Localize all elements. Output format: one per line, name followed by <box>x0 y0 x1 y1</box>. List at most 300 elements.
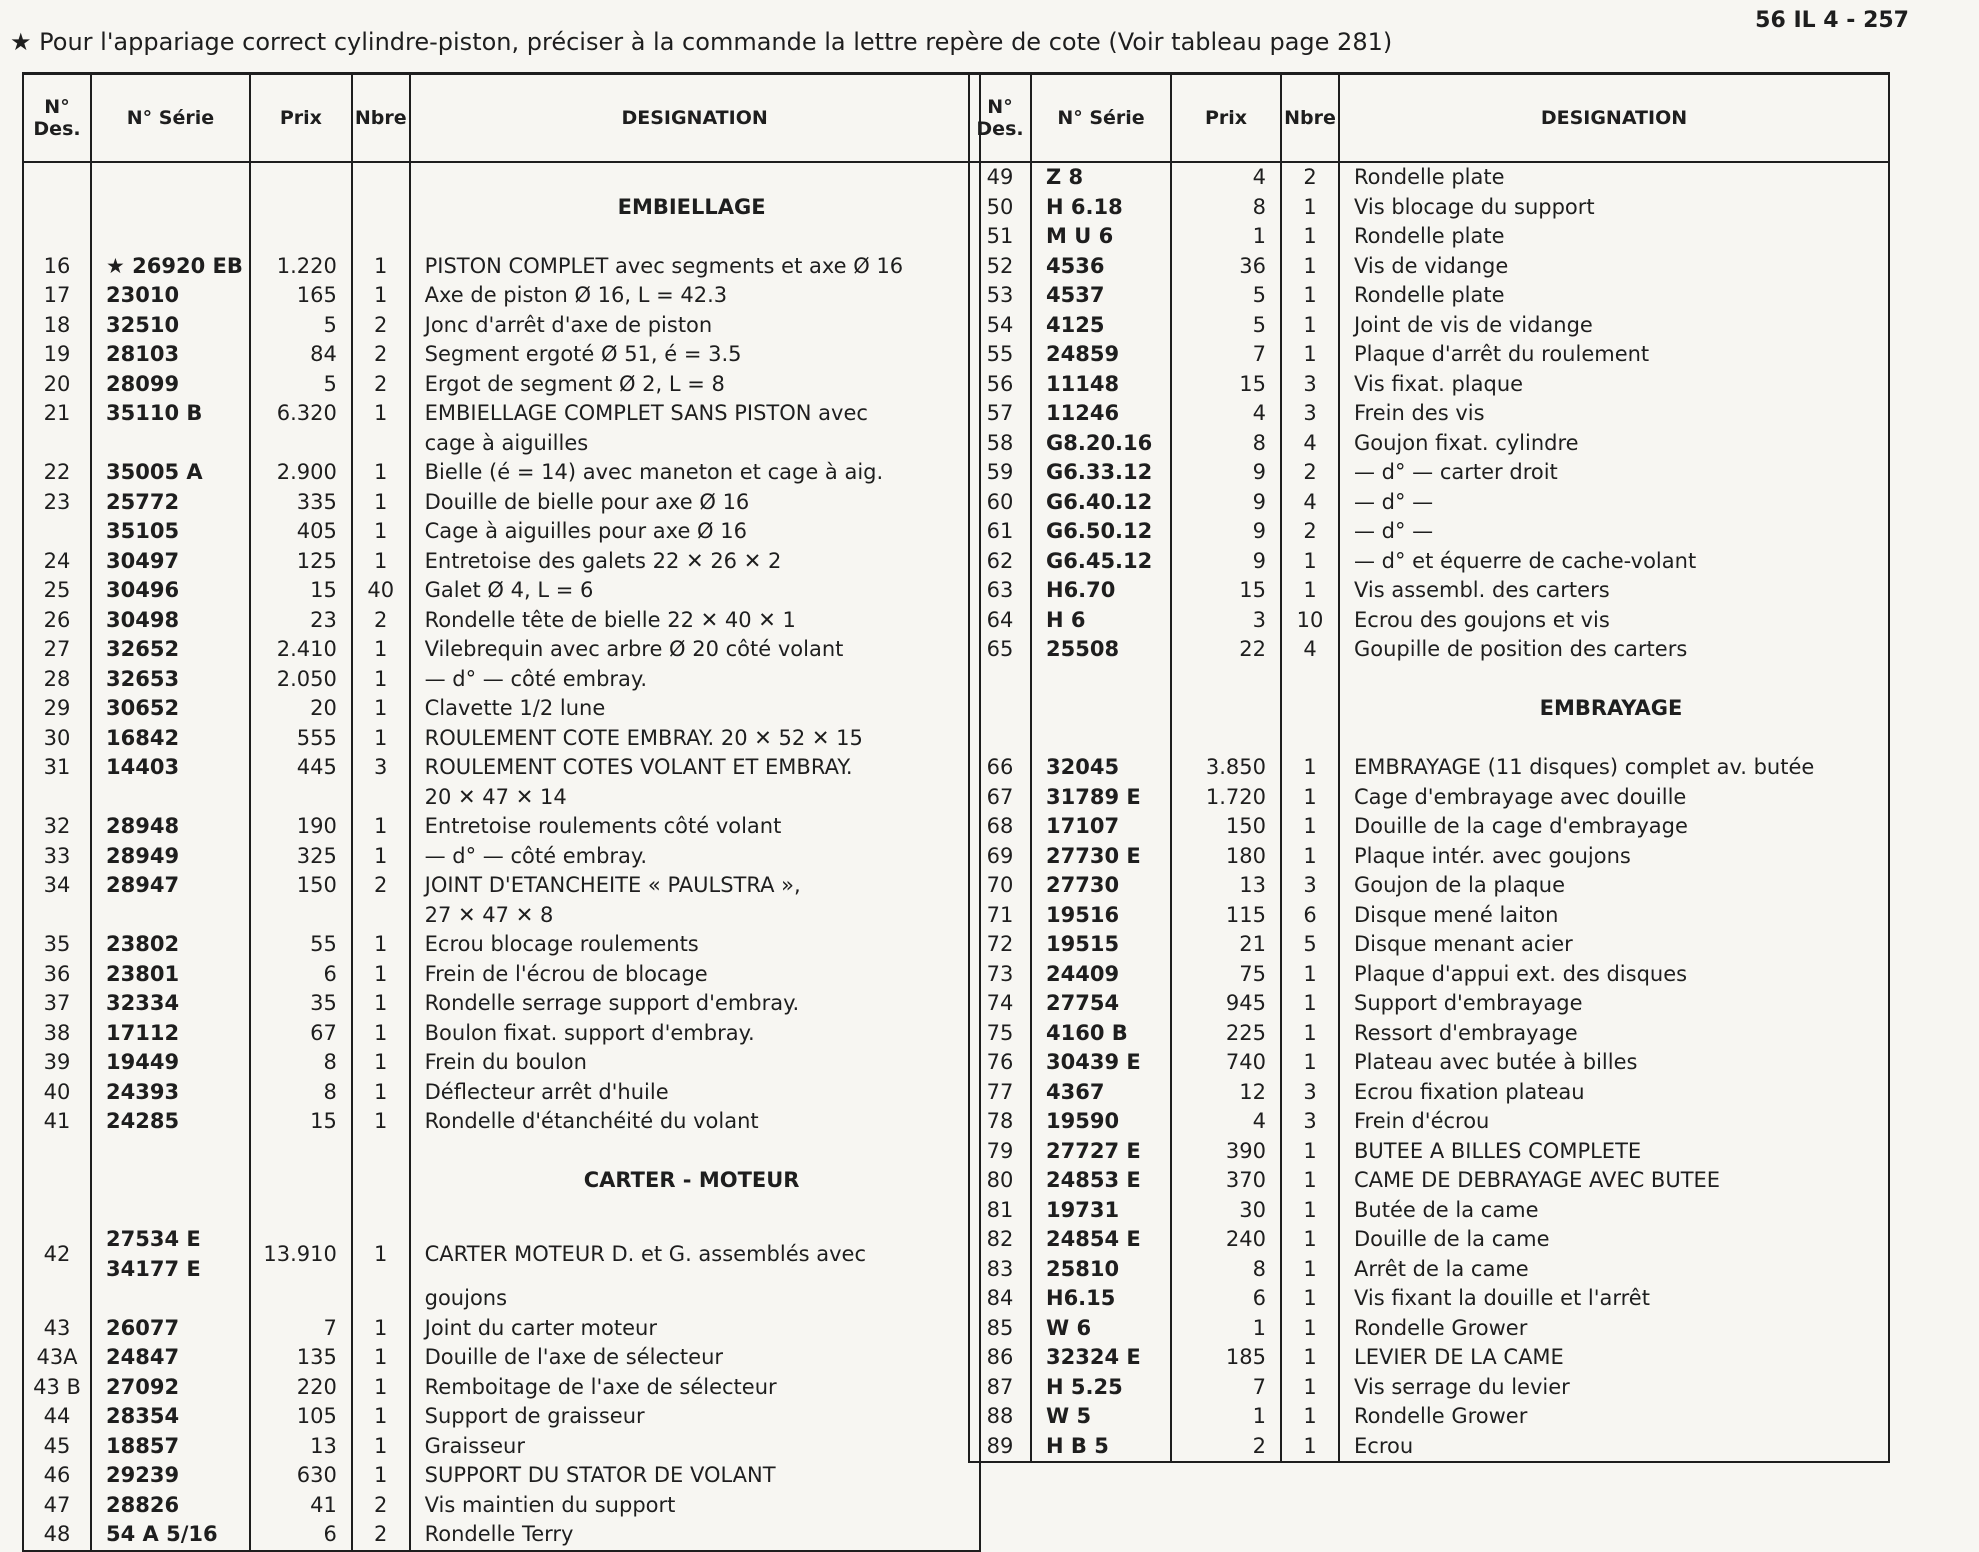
table-row <box>23 635 980 665</box>
table-row <box>23 1402 980 1432</box>
table-row <box>969 1432 1889 1463</box>
cell-designation: PISTON COMPLET avec segments et axe Ø 16 <box>410 252 980 282</box>
table-row <box>969 606 1889 636</box>
cell-prix <box>250 1196 352 1226</box>
cell-nbre: 1 <box>352 281 410 311</box>
cell-num: 73 <box>969 960 1031 990</box>
cell-prix: 180 <box>1171 842 1281 872</box>
cell-nbre: 40 <box>352 576 410 606</box>
table-row <box>969 930 1889 960</box>
table-row <box>23 399 980 429</box>
cell-prix: 36 <box>1171 252 1281 282</box>
cell-designation: Rondelle Grower <box>1339 1314 1889 1344</box>
empty-cell <box>1171 694 1281 724</box>
cell-prix: 740 <box>1171 1048 1281 1078</box>
empty-cell <box>969 694 1031 724</box>
spacer-row <box>969 724 1889 754</box>
page-reference: 56 IL 4 - 257 <box>1755 8 1909 33</box>
cell-serie: 23010 <box>91 281 250 311</box>
cell-num <box>23 1284 91 1314</box>
ordering-note: ★ Pour l'appariage correct cylindre-piston, préciser à la commande la lettre repère de cote (Voir tableau page 281) <box>10 28 1393 56</box>
cell-nbre: 1 <box>1281 1314 1339 1344</box>
cell-nbre: 1 <box>352 1461 410 1491</box>
cell-designation: Douille de l'axe de sélecteur <box>410 1343 980 1373</box>
cell-designation: Ecrou <box>1339 1432 1889 1463</box>
cell-num: 51 <box>969 222 1031 252</box>
cell-designation: Rondelle d'étanchéité du volant <box>410 1107 980 1137</box>
cell-prix: 190 <box>250 812 352 842</box>
cell-num: 44 <box>23 1402 91 1432</box>
cell-serie: 28103 <box>91 340 250 370</box>
cell-nbre: 1 <box>352 1048 410 1078</box>
cell-num: 69 <box>969 842 1031 872</box>
col-nbre-header: Nbre <box>352 74 410 163</box>
table-row <box>23 1373 980 1403</box>
table-row <box>969 1107 1889 1137</box>
cell-designation: — d° — <box>1339 488 1889 518</box>
table-row <box>23 724 980 754</box>
table-row <box>969 222 1889 252</box>
cell-prix: 3.850 <box>1171 753 1281 783</box>
table-row <box>969 1343 1889 1373</box>
cell-designation: Entretoise des galets 22 ✕ 26 ✕ 2 <box>410 547 980 577</box>
cell-prix: 1 <box>1171 1314 1281 1344</box>
table-row <box>969 429 1889 459</box>
cell-num: 87 <box>969 1373 1031 1403</box>
cell-serie: 24854 E <box>1031 1225 1171 1255</box>
cell-nbre: 5 <box>1281 930 1339 960</box>
cell-prix: 67 <box>250 1019 352 1049</box>
cell-serie <box>1031 665 1171 695</box>
cell-num <box>23 517 91 547</box>
cell-serie <box>1031 724 1171 754</box>
cell-serie: 4536 <box>1031 252 1171 282</box>
cell-serie: 24285 <box>91 1107 250 1137</box>
cell-prix: 23 <box>250 606 352 636</box>
table-row <box>23 488 980 518</box>
cell-designation: CAME DE DEBRAYAGE AVEC BUTEE <box>1339 1166 1889 1196</box>
table-row <box>23 429 980 459</box>
cell-serie: 19515 <box>1031 930 1171 960</box>
cell-designation: Rondelle plate <box>1339 162 1889 193</box>
cell-nbre: 2 <box>1281 162 1339 193</box>
cell-prix: 35 <box>250 989 352 1019</box>
table-row <box>969 1196 1889 1226</box>
cell-nbre: 1 <box>1281 576 1339 606</box>
table-row <box>23 753 980 783</box>
cell-nbre: 1 <box>1281 1343 1339 1373</box>
cell-designation: Bielle (é = 14) avec maneton et cage à aig. <box>410 458 980 488</box>
cell-num: 86 <box>969 1343 1031 1373</box>
cell-nbre: 1 <box>352 517 410 547</box>
cell-prix <box>1171 665 1281 695</box>
col-num-header: N° Des. <box>23 74 91 163</box>
cell-nbre: 1 <box>1281 1196 1339 1226</box>
cell-serie <box>91 429 250 459</box>
cell-serie: 31789 E <box>1031 783 1171 813</box>
cell-num: 85 <box>969 1314 1031 1344</box>
cell-prix: 9 <box>1171 458 1281 488</box>
cell-serie: 27727 E <box>1031 1137 1171 1167</box>
cell-designation: goujons <box>410 1284 980 1314</box>
cell-num <box>23 783 91 813</box>
cell-nbre: 1 <box>1281 1048 1339 1078</box>
cell-prix: 240 <box>1171 1225 1281 1255</box>
cell-prix: 6 <box>250 1520 352 1551</box>
spacer-row <box>969 665 1889 695</box>
table-row <box>23 458 980 488</box>
cell-serie: 30498 <box>91 606 250 636</box>
cell-designation: Plaque d'appui ext. des disques <box>1339 960 1889 990</box>
cell-designation: Douille de la cage d'embrayage <box>1339 812 1889 842</box>
cell-designation: JOINT D'ETANCHEITE « PAULSTRA », <box>410 871 980 901</box>
table-row <box>23 576 980 606</box>
table-row <box>969 901 1889 931</box>
col-prix-header: Prix <box>1171 74 1281 163</box>
cell-prix: 945 <box>1171 989 1281 1019</box>
cell-serie: 28099 <box>91 370 250 400</box>
cell-designation: Arrêt de la came <box>1339 1255 1889 1285</box>
empty-cell <box>250 193 352 223</box>
cell-num: 84 <box>969 1284 1031 1314</box>
cell-serie: 4125 <box>1031 311 1171 341</box>
table-row <box>23 1078 980 1108</box>
cell-num: 50 <box>969 193 1031 223</box>
cell-nbre: 3 <box>1281 871 1339 901</box>
table-row <box>969 842 1889 872</box>
cell-num: 45 <box>23 1432 91 1462</box>
spacer-row <box>23 162 980 193</box>
cell-prix <box>250 783 352 813</box>
cell-nbre: 1 <box>1281 1432 1339 1463</box>
cell-num: 29 <box>23 694 91 724</box>
cell-nbre: 1 <box>352 547 410 577</box>
cell-serie: 29239 <box>91 1461 250 1491</box>
cell-nbre: 1 <box>1281 1402 1339 1432</box>
table-row <box>969 1137 1889 1167</box>
cell-num: 75 <box>969 1019 1031 1049</box>
cell-designation: Vis assembl. des carters <box>1339 576 1889 606</box>
cell-designation: EMBRAYAGE (11 disques) complet av. butée <box>1339 753 1889 783</box>
cell-serie: 27730 E <box>1031 842 1171 872</box>
cell-prix: 325 <box>250 842 352 872</box>
cell-designation: BUTEE A BILLES COMPLETE <box>1339 1137 1889 1167</box>
cell-nbre: 6 <box>1281 901 1339 931</box>
cell-serie: H6.15 <box>1031 1284 1171 1314</box>
cell-serie: 32510 <box>91 311 250 341</box>
cell-nbre: 1 <box>1281 547 1339 577</box>
cell-num: 39 <box>23 1048 91 1078</box>
cell-num: 30 <box>23 724 91 754</box>
cell-num: 52 <box>969 252 1031 282</box>
cell-nbre <box>352 162 410 193</box>
table-row <box>23 1461 980 1491</box>
cell-num: 57 <box>969 399 1031 429</box>
table-row <box>23 989 980 1019</box>
cell-num: 71 <box>969 901 1031 931</box>
cell-prix: 8 <box>1171 1255 1281 1285</box>
table-row <box>23 252 980 282</box>
cell-serie: G6.33.12 <box>1031 458 1171 488</box>
cell-designation: Vilebrequin avec arbre Ø 20 côté volant <box>410 635 980 665</box>
cell-serie: 17107 <box>1031 812 1171 842</box>
cell-num: 65 <box>969 635 1031 665</box>
cell-serie: 11148 <box>1031 370 1171 400</box>
cell-nbre: 1 <box>1281 842 1339 872</box>
cell-nbre: 2 <box>352 370 410 400</box>
cell-nbre: 2 <box>352 1491 410 1521</box>
cell-prix: 555 <box>250 724 352 754</box>
table-row <box>23 517 980 547</box>
cell-prix: 6 <box>1171 1284 1281 1314</box>
cell-designation: Déflecteur arrêt d'huile <box>410 1078 980 1108</box>
parts-list-left <box>23 162 980 1551</box>
cell-serie: 35005 A <box>91 458 250 488</box>
cell-serie: 23801 <box>91 960 250 990</box>
cell-serie: 32652 <box>91 635 250 665</box>
cell-serie: H B 5 <box>1031 1432 1171 1463</box>
section-heading-row <box>969 694 1889 724</box>
cell-serie: 28354 <box>91 1402 250 1432</box>
cell-nbre: 2 <box>352 871 410 901</box>
cell-designation <box>410 1137 980 1167</box>
cell-nbre: 1 <box>352 930 410 960</box>
cell-num: 76 <box>969 1048 1031 1078</box>
cell-num: 88 <box>969 1402 1031 1432</box>
cell-nbre <box>352 783 410 813</box>
cell-designation: Axe de piston Ø 16, L = 42.3 <box>410 281 980 311</box>
cell-nbre: 1 <box>1281 1137 1339 1167</box>
cell-num: 53 <box>969 281 1031 311</box>
cell-num: 34 <box>23 871 91 901</box>
cell-num: 74 <box>969 989 1031 1019</box>
cell-serie <box>91 1137 250 1167</box>
col-serie-header: N° Série <box>91 74 250 163</box>
cell-designation: Vis blocage du support <box>1339 193 1889 223</box>
cell-designation: Boulon fixat. support d'embray. <box>410 1019 980 1049</box>
cell-nbre: 1 <box>352 1107 410 1137</box>
cell-designation: Cage d'embrayage avec douille <box>1339 783 1889 813</box>
cell-designation <box>1339 724 1889 754</box>
cell-serie: 4537 <box>1031 281 1171 311</box>
cell-nbre: 1 <box>1281 252 1339 282</box>
cell-designation: Douille de bielle pour axe Ø 16 <box>410 488 980 518</box>
section-title: EMBRAYAGE <box>1339 694 1889 724</box>
cell-prix: 15 <box>250 576 352 606</box>
cell-nbre: 4 <box>1281 429 1339 459</box>
cell-serie <box>91 162 250 193</box>
cell-prix: 4 <box>1171 1107 1281 1137</box>
cell-prix: 165 <box>250 281 352 311</box>
cell-designation: Clavette 1/2 lune <box>410 694 980 724</box>
cell-prix: 390 <box>1171 1137 1281 1167</box>
cell-prix: 5 <box>250 370 352 400</box>
cell-nbre <box>352 429 410 459</box>
cell-nbre: 2 <box>1281 517 1339 547</box>
table-row <box>969 193 1889 223</box>
cell-prix: 1.220 <box>250 252 352 282</box>
cell-prix: 15 <box>1171 370 1281 400</box>
cell-num <box>969 665 1031 695</box>
cell-designation: cage à aiguilles <box>410 429 980 459</box>
cell-serie: 24859 <box>1031 340 1171 370</box>
cell-serie: 19449 <box>91 1048 250 1078</box>
empty-cell <box>352 193 410 223</box>
cell-prix: 30 <box>1171 1196 1281 1226</box>
cell-designation: Vis maintien du support <box>410 1491 980 1521</box>
cell-num <box>23 429 91 459</box>
cell-num: 83 <box>969 1255 1031 1285</box>
cell-nbre: 1 <box>1281 753 1339 783</box>
cell-serie: G6.45.12 <box>1031 547 1171 577</box>
cell-designation: Frein du boulon <box>410 1048 980 1078</box>
cell-prix: 5 <box>250 311 352 341</box>
cell-prix: 75 <box>1171 960 1281 990</box>
cell-designation: Plaque intér. avec goujons <box>1339 842 1889 872</box>
cell-nbre: 1 <box>352 458 410 488</box>
cell-num <box>23 1137 91 1167</box>
cell-serie: 32334 <box>91 989 250 1019</box>
table-row <box>23 1107 980 1137</box>
table-row <box>969 989 1889 1019</box>
cell-designation: Rondelle plate <box>1339 281 1889 311</box>
cell-prix: 150 <box>250 871 352 901</box>
cell-serie: 24853 E <box>1031 1166 1171 1196</box>
cell-designation: LEVIER DE LA CAME <box>1339 1343 1889 1373</box>
cell-nbre: 1 <box>1281 812 1339 842</box>
table-row <box>23 606 980 636</box>
cell-serie: 32045 <box>1031 753 1171 783</box>
cell-designation: Galet Ø 4, L = 6 <box>410 576 980 606</box>
cell-num: 21 <box>23 399 91 429</box>
cell-nbre: 1 <box>1281 193 1339 223</box>
cell-prix: 115 <box>1171 901 1281 931</box>
cell-serie: 26077 <box>91 1314 250 1344</box>
table-row <box>969 1255 1889 1285</box>
table-row <box>969 1373 1889 1403</box>
cell-num: 38 <box>23 1019 91 1049</box>
cell-designation <box>410 162 980 193</box>
cell-nbre: 1 <box>352 252 410 282</box>
cell-serie-line: 34177 E <box>106 1256 201 1281</box>
cell-designation: Ressort d'embrayage <box>1339 1019 1889 1049</box>
cell-serie: 27730 <box>1031 871 1171 901</box>
cell-num <box>969 724 1031 754</box>
cell-nbre: 2 <box>352 311 410 341</box>
parts-table-right <box>968 72 1890 1463</box>
cell-nbre: 3 <box>352 753 410 783</box>
cell-num: 78 <box>969 1107 1031 1137</box>
cell-prix: 13.910 <box>250 1225 352 1284</box>
cell-designation: CARTER MOTEUR D. et G. assemblés avec <box>410 1225 980 1284</box>
cell-serie: H6.70 <box>1031 576 1171 606</box>
cell-serie: 4160 B <box>1031 1019 1171 1049</box>
cell-prix: 150 <box>1171 812 1281 842</box>
table-row <box>23 1284 980 1314</box>
cell-num: 56 <box>969 370 1031 400</box>
cell-nbre: 1 <box>352 1225 410 1284</box>
cell-num: 31 <box>23 753 91 783</box>
cell-num: 37 <box>23 989 91 1019</box>
cell-serie: M U 6 <box>1031 222 1171 252</box>
cell-prix: 8 <box>250 1078 352 1108</box>
cell-serie <box>91 222 250 252</box>
cell-num: 58 <box>969 429 1031 459</box>
cell-num: 89 <box>969 1432 1031 1463</box>
table-header <box>969 74 1889 163</box>
cell-designation: — d° — <box>1339 517 1889 547</box>
cell-designation: Rondelle serrage support d'embray. <box>410 989 980 1019</box>
cell-num: 60 <box>969 488 1031 518</box>
cell-nbre: 1 <box>1281 311 1339 341</box>
cell-prix: 13 <box>250 1432 352 1462</box>
cell-nbre: 3 <box>1281 1078 1339 1108</box>
cell-num: 81 <box>969 1196 1031 1226</box>
cell-serie: 27092 <box>91 1373 250 1403</box>
cell-designation: 27 ✕ 47 ✕ 8 <box>410 901 980 931</box>
cell-serie: 16842 <box>91 724 250 754</box>
cell-designation: Disque mené laiton <box>1339 901 1889 931</box>
table-row <box>969 1078 1889 1108</box>
cell-designation: ROULEMENT COTES VOLANT ET EMBRAY. <box>410 753 980 783</box>
cell-designation: Goupille de position des carters <box>1339 635 1889 665</box>
table-row <box>23 1520 980 1551</box>
table-row <box>969 1166 1889 1196</box>
cell-serie: 25810 <box>1031 1255 1171 1285</box>
cell-prix: 2.900 <box>250 458 352 488</box>
cell-nbre: 1 <box>352 1078 410 1108</box>
cell-serie: 35105 <box>91 517 250 547</box>
cell-prix <box>250 1284 352 1314</box>
table-row <box>23 694 980 724</box>
cell-nbre: 1 <box>352 989 410 1019</box>
table-row <box>969 340 1889 370</box>
cell-num: 66 <box>969 753 1031 783</box>
cell-designation: Joint de vis de vidange <box>1339 311 1889 341</box>
cell-designation: Segment ergoté Ø 51, é = 3.5 <box>410 340 980 370</box>
cell-prix: 125 <box>250 547 352 577</box>
cell-num: 67 <box>969 783 1031 813</box>
cell-nbre: 1 <box>1281 340 1339 370</box>
cell-designation: ROULEMENT COTE EMBRAY. 20 ✕ 52 ✕ 15 <box>410 724 980 754</box>
cell-num: 16 <box>23 252 91 282</box>
cell-designation: Support d'embrayage <box>1339 989 1889 1019</box>
spacer-row <box>23 1196 980 1226</box>
cell-prix: 1.720 <box>1171 783 1281 813</box>
cell-nbre: 1 <box>1281 1255 1339 1285</box>
cell-nbre <box>352 1196 410 1226</box>
table-row <box>969 871 1889 901</box>
cell-num: 43A <box>23 1343 91 1373</box>
empty-cell <box>91 193 250 223</box>
cell-designation: Ecrou des goujons et vis <box>1339 606 1889 636</box>
cell-designation <box>410 222 980 252</box>
cell-num: 22 <box>23 458 91 488</box>
cell-nbre: 1 <box>352 694 410 724</box>
cell-serie: ★ 26920 EB <box>91 252 250 282</box>
cell-num: 20 <box>23 370 91 400</box>
cell-serie: 30652 <box>91 694 250 724</box>
table-row <box>23 1491 980 1521</box>
cell-prix: 220 <box>250 1373 352 1403</box>
cell-prix: 15 <box>250 1107 352 1137</box>
cell-num: 35 <box>23 930 91 960</box>
col-prix-header: Prix <box>250 74 352 163</box>
cell-serie: 18857 <box>91 1432 250 1462</box>
cell-nbre: 2 <box>352 340 410 370</box>
cell-serie: H 6 <box>1031 606 1171 636</box>
cell-designation: EMBIELLAGE COMPLET SANS PISTON avec <box>410 399 980 429</box>
